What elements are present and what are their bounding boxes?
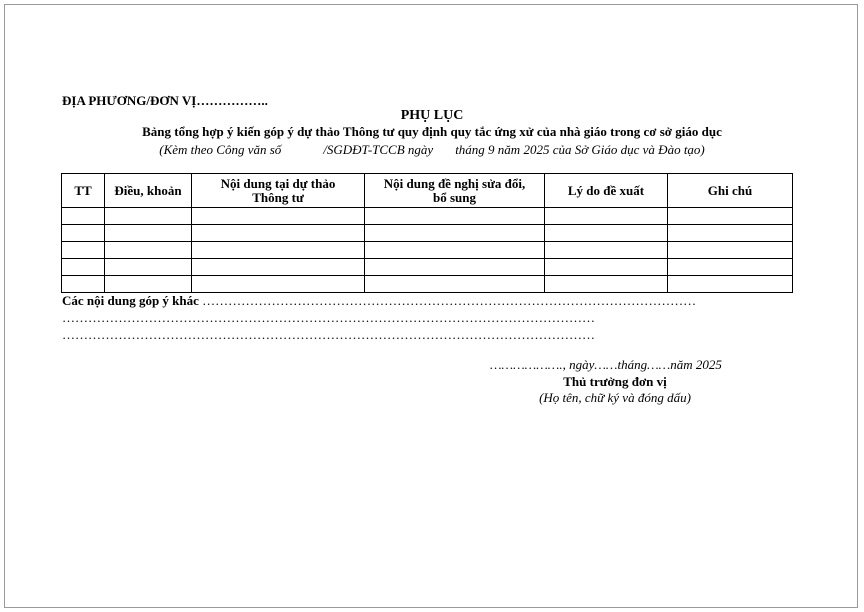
table-cell[interactable]: [192, 225, 365, 242]
table-cell[interactable]: [62, 259, 105, 276]
table-cell[interactable]: [62, 208, 105, 225]
reference-note-part2: /SGDĐT-TCCB ngày: [323, 142, 434, 157]
table-cell[interactable]: [105, 276, 192, 293]
table-cell[interactable]: [365, 259, 545, 276]
signer-note: (Họ tên, chữ ký và đóng dấu): [539, 390, 691, 405]
reference-note: [0, 142, 864, 158]
other-comments-line: [62, 293, 696, 309]
table-cell[interactable]: [668, 259, 793, 276]
table-row: [62, 242, 793, 259]
table-cell[interactable]: [668, 208, 793, 225]
table-cell[interactable]: [545, 242, 668, 259]
signer-title: Thủ trưởng đơn vị: [563, 374, 667, 389]
feedback-table: [61, 173, 793, 293]
dotted-line[interactable]: ……………………………………………………………………………………………………………: [62, 327, 595, 342]
table-cell[interactable]: [545, 259, 668, 276]
dotted-line[interactable]: ……………………………………………………………………………………………………………: [62, 310, 595, 325]
table-cell[interactable]: [668, 276, 793, 293]
column-header-proposed-change: Nội dung đề nghị sửa đổi, bổ sung: [365, 174, 545, 208]
table-cell[interactable]: [545, 225, 668, 242]
table-cell[interactable]: [545, 208, 668, 225]
table-cell[interactable]: [545, 276, 668, 293]
table-cell[interactable]: [192, 276, 365, 293]
table-cell[interactable]: [365, 242, 545, 259]
table-cell[interactable]: [668, 242, 793, 259]
table-cell[interactable]: [105, 208, 192, 225]
other-comments-label: Các nội dung góp ý khác: [62, 293, 199, 308]
table-cell[interactable]: [365, 225, 545, 242]
table-cell[interactable]: [365, 276, 545, 293]
column-header-tt: TT: [62, 174, 105, 208]
column-header-reason: Lý do đề xuất: [545, 174, 668, 208]
appendix-title: PHỤ LỤC: [400, 108, 464, 123]
table-cell[interactable]: [365, 208, 545, 225]
table-cell[interactable]: [62, 225, 105, 242]
table-cell[interactable]: [62, 276, 105, 293]
table-cell[interactable]: [668, 225, 793, 242]
appendix-subtitle: Bảng tổng hợp ý kiến góp ý dự thảo Thông tư quy định quy tắc ứng xử của nhà giáo trong cơ sở giáo dục: [142, 124, 722, 139]
reference-note-part3: tháng 9 năm 2025 của Sở Giáo dục và Đào tạo): [455, 142, 705, 157]
table-row: [62, 208, 793, 225]
table-cell[interactable]: [192, 259, 365, 276]
column-header-notes: Ghi chú: [668, 174, 793, 208]
column-header-article: Điều, khoản: [105, 174, 192, 208]
unit-line: ĐỊA PHƯƠNG/ĐƠN VỊ……………..: [62, 93, 268, 108]
other-comments-dots[interactable]: ……………………………………………………………………………………………………: [202, 293, 697, 308]
date-line: ………………., ngày……tháng……năm 2025: [490, 357, 722, 372]
table-row: [62, 276, 793, 293]
table-cell[interactable]: [105, 259, 192, 276]
table-header-row: [62, 174, 793, 208]
table-cell[interactable]: [62, 242, 105, 259]
table-cell[interactable]: [192, 242, 365, 259]
table-cell[interactable]: [105, 225, 192, 242]
table-cell[interactable]: [105, 242, 192, 259]
table-cell[interactable]: [192, 208, 365, 225]
table-row: [62, 259, 793, 276]
reference-note-part1: (Kèm theo Công văn số: [159, 142, 282, 157]
column-header-draft-content: Nội dung tại dự thảo Thông tư: [192, 174, 365, 208]
table-row: [62, 225, 793, 242]
